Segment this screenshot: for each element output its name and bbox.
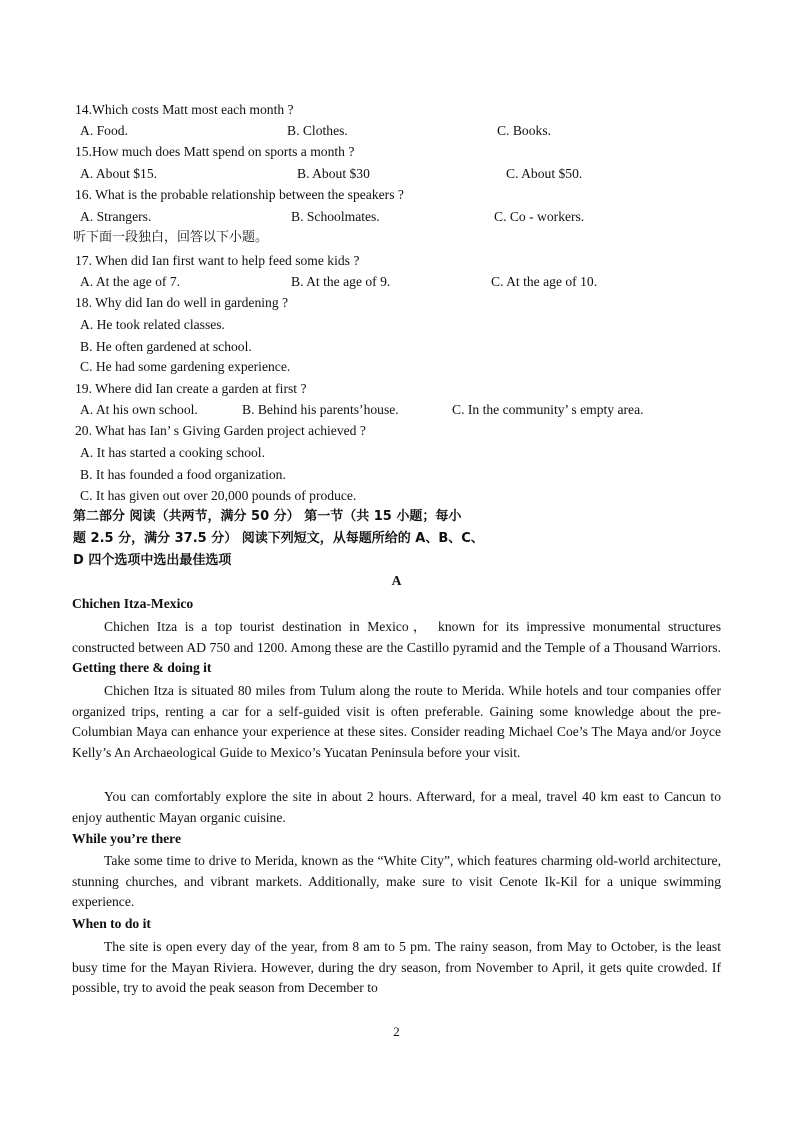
question-15-stem: 15.How much does Matt spend on sports a month ? (75, 144, 355, 159)
passage-label: A (391, 573, 402, 588)
question-19-stem: 19. Where did Ian create a garden at first ? (75, 381, 307, 396)
passage-title: Chichen Itza-Mexico (72, 596, 194, 611)
passage-paragraph-1 (72, 617, 721, 679)
q19-option-c: C. In the community’ s empty area. (452, 402, 644, 417)
section2-heading-line3: D 四个选项中选出最佳选项 (73, 553, 232, 568)
q14-option-c: C. Books. (497, 123, 552, 138)
q17-option-a: A. At the age of 7. (80, 274, 181, 289)
q16-option-c: C. Co - workers. (494, 209, 585, 224)
question-16-stem: 16. What is the probable relationship between the speakers ? (75, 187, 404, 202)
q15-option-a: A. About $15. (80, 166, 158, 181)
paragraph-2-text: Chichen Itza is situated 80 miles from Tulum along the route to Merida. While hotels and tour companies offer organized trips, renting a car for a self-guided visit is often preferable. Gaining some knowledge about the pre-Columbian Maya can enhance your experience at these sites. Consider reading Michael Coe’s The Maya and/or Joyce Kelly’s An Archaeological Guide to Mexico’s Yucatan Peninsula before your visit. (72, 683, 721, 760)
question-20-stem: 20. What has Ian’ s Giving Garden project achieved ? (75, 423, 366, 438)
q17-option-c: C. At the age of 10. (491, 274, 598, 289)
paragraph-1-text: Chichen Itza is a top tourist destination in Mexico， known for its impressive monumental structures constructed between AD 750 and 1200. Among these are the Castillo pyramid and the Temple of a Thousand Warriors. (72, 619, 721, 655)
section2-heading-line1: 第二部分 阅读（共两节，满分 50 分） 第一节（共 15 小题；每小 (73, 509, 462, 524)
q18-option-b: B. He often gardened at school. (80, 339, 252, 354)
heading-getting-there: Getting there & doing it (72, 660, 212, 676)
paragraph-4-text: Take some time to drive to Merida, known as the “White City”, which features charming old-world architecture, stunning churches, and vibrant markets. Additionally, make sure to visit Cenote Ik-Kil for a unique swimming experience. (72, 853, 721, 910)
q20-option-c: C. It has given out over 20,000 pounds of produce. (80, 488, 357, 503)
q16-option-a: A. Strangers. (80, 209, 152, 224)
section2-heading-line2: 题 2.5 分，满分 37.5 分） 阅读下列短文，从每题所给的 A、B、C、 (73, 531, 484, 546)
q20-option-b: B. It has founded a food organization. (80, 467, 286, 482)
q15-option-c: C. About $50. (506, 166, 583, 181)
question-17-stem: 17. When did Ian first want to help feed some kids ? (75, 253, 360, 268)
paragraph-3-text: You can comfortably explore the site in about 2 hours. Afterward, for a meal, travel 40 km east to Cancun to enjoy authentic Mayan organic cuisine. (72, 789, 721, 825)
q14-option-a: A. Food. (80, 123, 128, 138)
passage-paragraph-3 (72, 787, 721, 828)
question-18-stem: 18. Why did Ian do well in gardening ? (75, 295, 289, 310)
page-number: 2 (393, 1024, 400, 1039)
q14-option-b: B. Clothes. (287, 123, 348, 138)
passage-paragraph-2 (72, 681, 721, 763)
q17-option-b: B. At the age of 9. (291, 274, 391, 289)
passage-paragraph-4 (72, 851, 721, 913)
q19-option-a: A. At his own school. (80, 402, 198, 417)
q16-option-b: B. Schoolmates. (291, 209, 380, 224)
paragraph-5-text: The site is open every day of the year, from 8 am to 5 pm. The rainy season, from May to October, is the least busy time for the Mayan Riviera. However, during the dry season, from November to April, it gets quite crowded. If possible, try to avoid the peak season from December to (72, 939, 721, 996)
q19-option-b: B. Behind his parents’house. (242, 402, 399, 417)
q18-option-a: A. He took related classes. (80, 317, 225, 332)
question-14-stem: 14.Which costs Matt most each month ? (75, 102, 294, 117)
heading-when-to-do: When to do it (72, 916, 151, 931)
q15-option-b: B. About $30 (297, 166, 370, 181)
passage-paragraph-5 (72, 937, 721, 999)
q18-option-c: C. He had some gardening experience. (80, 359, 291, 374)
monologue-instruction: 听下面一段独白，回答以下小题。 (73, 230, 269, 245)
heading-while-there: While you’re there (72, 831, 181, 846)
q20-option-a: A. It has started a cooking school. (80, 445, 265, 460)
